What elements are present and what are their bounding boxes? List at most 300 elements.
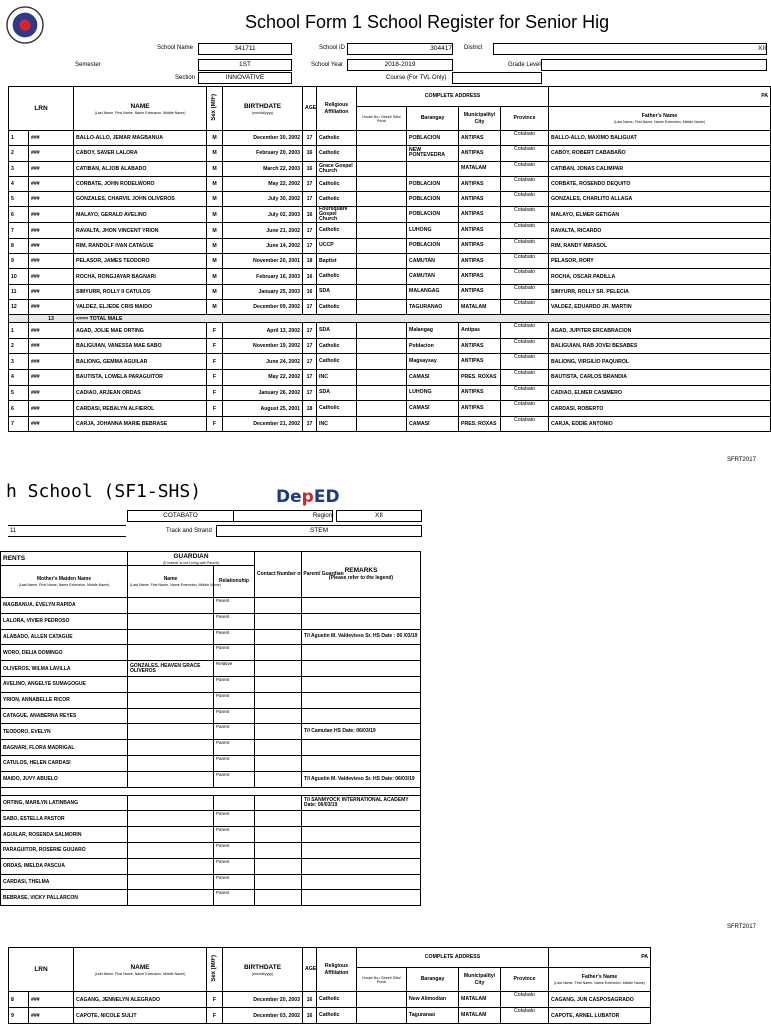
table-row xyxy=(9,1008,651,1024)
municipality-cell: MATALAM xyxy=(459,992,501,1008)
relationship-cell: Parent xyxy=(214,890,255,906)
lrn-cell: ### xyxy=(29,416,74,432)
birthdate-cell: August 25, 2001 xyxy=(223,401,303,417)
course-label: Course (For TVL Only) xyxy=(386,75,447,81)
house-cell xyxy=(357,416,407,432)
religion-cell: INC xyxy=(317,370,357,386)
guardian-name: GONZALES, HEAVEN GRACE OLIVEROS xyxy=(128,661,214,677)
table-row xyxy=(1,598,421,614)
remarks-cell xyxy=(302,811,421,827)
table-row xyxy=(9,161,771,176)
barangay-cell: POBLACION xyxy=(407,192,459,207)
school-year-value: 2018-2019 xyxy=(347,59,453,71)
barangay-cell: Magsaysay xyxy=(407,354,459,370)
mother-name: ALABADO, ALLEN CATAGUE xyxy=(1,629,128,645)
father-name: BALIONG, VIRGILIO PAQUIROL xyxy=(549,354,771,370)
school-name-value: 341711 xyxy=(198,43,292,55)
municipality-cell: PRES. ROXAS xyxy=(459,416,501,432)
relationship-cell: Parent xyxy=(214,842,255,858)
table-row xyxy=(9,299,771,314)
deped-seal-icon xyxy=(6,6,44,44)
remarks-cell: T/I Agustin M. Valdevieso Sr. HS Date : 06 /03/19 xyxy=(302,629,421,645)
father-name: BALLO-ALLO, MAXIMO BALIGUAT xyxy=(549,131,771,146)
province-cell: Cotabato xyxy=(501,192,549,207)
guardian-name xyxy=(128,755,214,771)
relationship-cell: Parent xyxy=(214,874,255,890)
learner-name: CAPOTE, NICOLE SULIT xyxy=(74,1008,207,1024)
guardian-name xyxy=(128,692,214,708)
province-cell: Cotabato xyxy=(501,254,549,269)
lrn-cell: ### xyxy=(29,269,74,284)
contact-cell xyxy=(255,740,302,756)
lrn-cell: ### xyxy=(29,299,74,314)
lrn-cell: ### xyxy=(29,370,74,386)
form-code-2: SFRT2017 xyxy=(727,924,756,930)
col-religion: Religious Affiliation xyxy=(317,87,357,131)
religion-cell: Catholic xyxy=(317,223,357,238)
house-cell xyxy=(357,354,407,370)
age-cell: 16 xyxy=(303,269,317,284)
mother-name: AGUILAR, ROSENDA SALMORIN xyxy=(1,827,128,843)
col-religion-p3: Religious Affiliation xyxy=(317,948,357,992)
age-cell: 17 xyxy=(303,338,317,354)
house-cell xyxy=(357,401,407,417)
remarks-cell xyxy=(302,613,421,629)
remarks-cell xyxy=(302,692,421,708)
table-row xyxy=(9,992,651,1008)
house-cell xyxy=(357,370,407,386)
age-cell: 16 xyxy=(303,207,317,223)
religion-cell: Grace Gospel Church xyxy=(317,161,357,176)
lrn-cell: ### xyxy=(29,146,74,161)
relationship-cell: Parent xyxy=(214,629,255,645)
province-cell: Cotabato xyxy=(501,1008,549,1024)
sex-cell: M xyxy=(207,238,223,253)
remarks-cell xyxy=(302,676,421,692)
col-municipality: Municipality/ City xyxy=(459,107,501,131)
learner-name: CABOY, SAVER LALORA xyxy=(74,146,207,161)
sex-cell: M xyxy=(207,161,223,176)
municipality-cell: ANTIPAS xyxy=(459,207,501,223)
father-name: CORBATE, ROSENDO DEQUITO xyxy=(549,176,771,191)
relationship-cell: Parent xyxy=(214,740,255,756)
table-row xyxy=(1,827,421,843)
lrn-cell: ### xyxy=(29,323,74,339)
learner-name: VALDEZ, ELJEDE CRIS MAIDO xyxy=(74,299,207,314)
table-row xyxy=(1,661,421,677)
barangay-cell: POBLACION xyxy=(407,176,459,191)
row-number: 11 xyxy=(9,284,29,299)
barangay-cell: CAMASI xyxy=(407,370,459,386)
sex-cell: M xyxy=(207,176,223,191)
municipality-cell: ANTIPAS xyxy=(459,254,501,269)
table-row xyxy=(9,238,771,253)
mother-name: CATULOS, HELEN CARDASI xyxy=(1,755,128,771)
father-name: PELASOR, RORY xyxy=(549,254,771,269)
birthdate-cell: June 21, 2002 xyxy=(223,223,303,238)
age-cell: 17 xyxy=(303,323,317,339)
birthdate-cell: December 09, 2002 xyxy=(223,299,303,314)
col-address: COMPLETE ADDRESS xyxy=(357,87,549,107)
religion-cell: Catholic xyxy=(317,354,357,370)
col-lrn-p3: LRN xyxy=(9,948,74,992)
table-row xyxy=(1,724,421,740)
lrn-cell: ### xyxy=(29,401,74,417)
age-cell: 17 xyxy=(303,131,317,146)
learner-name: CADIAO, ARJEAN ORDAS xyxy=(74,385,207,401)
row-number: 7 xyxy=(9,223,29,238)
mother-name: MAIDO, JUVY ABUELO xyxy=(1,771,128,787)
lrn-cell: ### xyxy=(29,1008,74,1024)
barangay-cell: NEW PONTEVEDRA xyxy=(407,146,459,161)
table-row xyxy=(9,192,771,207)
mother-name: CATAGUE, ANABERNA REYES xyxy=(1,708,128,724)
barangay-cell: Malangag xyxy=(407,323,459,339)
religion-cell: Catholic xyxy=(317,992,357,1008)
birthdate-cell: January 26, 2002 xyxy=(223,385,303,401)
house-cell xyxy=(357,338,407,354)
birthdate-cell: June 14, 2002 xyxy=(223,238,303,253)
birthdate-cell: February 16, 2003 xyxy=(223,269,303,284)
table-row xyxy=(1,692,421,708)
col-parents-p3: PA xyxy=(549,948,651,968)
row-number: 7 xyxy=(9,416,29,432)
lrn-cell: ### xyxy=(29,338,74,354)
contact-cell xyxy=(255,629,302,645)
learner-name: RAVALTA, JHON VINCENT YRION xyxy=(74,223,207,238)
male-total-spacer xyxy=(1,787,421,795)
sex-cell: F xyxy=(207,323,223,339)
remarks-cell: T/I Camutan HS Date: 06/03/19 xyxy=(302,724,421,740)
grade-box xyxy=(8,525,126,537)
sex-cell: F xyxy=(207,416,223,432)
municipality-cell: ANTIPAS xyxy=(459,385,501,401)
lrn-cell: ### xyxy=(29,192,74,207)
table-row xyxy=(9,354,771,370)
table-row xyxy=(1,842,421,858)
relationship-cell: Parent xyxy=(214,598,255,614)
learner-name: MALAYO, GERALD AVELINO xyxy=(74,207,207,223)
province-cell: Cotabato xyxy=(501,416,549,432)
mother-name: SABO, ESTELLA PASTOR xyxy=(1,811,128,827)
religion-cell: Catholic xyxy=(317,299,357,314)
col-house: House No./ Street/ Sitio/ Purok xyxy=(357,107,407,131)
age-cell: 17 xyxy=(303,354,317,370)
father-name: SIMYURR, ROLLY SR. PELECIA xyxy=(549,284,771,299)
guardian-name xyxy=(128,645,214,661)
row-number: 2 xyxy=(9,338,29,354)
house-cell xyxy=(357,146,407,161)
religion-cell: Catholic xyxy=(317,401,357,417)
age-cell: 16 xyxy=(303,284,317,299)
province-cell: Cotabato xyxy=(501,385,549,401)
religion-cell: Catholic xyxy=(317,192,357,207)
sex-cell: M xyxy=(207,284,223,299)
province-cell: Cotabato xyxy=(501,354,549,370)
remarks-cell xyxy=(302,645,421,661)
sex-cell: F xyxy=(207,401,223,417)
guardian-name xyxy=(128,795,214,811)
mother-name: MAGBANUA, EVELYN RAPIDA xyxy=(1,598,128,614)
table-row xyxy=(9,223,771,238)
row-number: 5 xyxy=(9,192,29,207)
col-barangay: Barangay xyxy=(407,107,459,131)
section-value: INNOVATIVE xyxy=(198,72,292,84)
col-province-p3: Province xyxy=(501,968,549,992)
sex-cell: F xyxy=(207,1008,223,1024)
age-cell: 17 xyxy=(303,370,317,386)
learner-name: GONZALES, CHARVIL JOHN OLIVEROS xyxy=(74,192,207,207)
table-row xyxy=(1,645,421,661)
relationship-cell: Parent xyxy=(214,724,255,740)
guardian-name xyxy=(128,811,214,827)
course-value xyxy=(452,72,542,84)
barangay-cell: POBLACION xyxy=(407,207,459,223)
religion-cell: Catholic xyxy=(317,146,357,161)
barangay-cell: MALANGAG xyxy=(407,284,459,299)
religion-cell: SDA xyxy=(317,284,357,299)
lrn-cell: ### xyxy=(29,131,74,146)
house-cell xyxy=(357,1008,407,1024)
religion-cell: Catholic xyxy=(317,269,357,284)
guardian-name xyxy=(128,842,214,858)
age-cell: 17 xyxy=(303,238,317,253)
col-birthdate-p3: BIRTHDATE (mm/dd/yyyy) xyxy=(223,948,303,992)
contact-cell xyxy=(255,755,302,771)
province-cell: Cotabato xyxy=(501,299,549,314)
province-cell: Cotabato xyxy=(501,284,549,299)
municipality-cell: ANTIPAS xyxy=(459,131,501,146)
page-title-continued: h School (SF1-SHS) xyxy=(6,481,202,502)
municipality-cell: ANTIPAS xyxy=(459,338,501,354)
religion-cell: Catholic xyxy=(317,131,357,146)
sex-cell: M xyxy=(207,254,223,269)
col-age: AGE xyxy=(303,87,317,131)
father-name: BALIGUIAN, RAB JOVEI BESABES xyxy=(549,338,771,354)
birthdate-cell: December 21, 2002 xyxy=(223,416,303,432)
province-cell: Cotabato xyxy=(501,238,549,253)
grade-value: 11 xyxy=(10,528,17,534)
learner-name: AGAD, JOLIE MAE ORTING xyxy=(74,323,207,339)
birthdate-cell: November 20, 2001 xyxy=(223,254,303,269)
relationship-cell: Parent xyxy=(214,771,255,787)
table-row xyxy=(9,370,771,386)
barangay-cell: CAMUTAN xyxy=(407,269,459,284)
province-cell: Cotabato xyxy=(501,131,549,146)
sex-cell: F xyxy=(207,338,223,354)
municipality-cell: MATALAM xyxy=(459,1008,501,1024)
father-name: CARDASI, ROBERTO xyxy=(549,401,771,417)
col-father: Father's Name (Last Name, First Name, Name Extension, Middle Name) xyxy=(549,107,771,131)
age-cell: 16 xyxy=(303,992,317,1008)
table-row xyxy=(1,795,421,811)
guardian-name xyxy=(128,740,214,756)
sex-cell: M xyxy=(207,131,223,146)
table-row xyxy=(1,613,421,629)
row-number: 1 xyxy=(9,323,29,339)
religion-cell: Foursquare Gospel Church xyxy=(317,207,357,223)
barangay-cell: LUHONG xyxy=(407,385,459,401)
mother-name: YRION, ANNABELLE RICOR xyxy=(1,692,128,708)
age-cell: 17 xyxy=(303,176,317,191)
father-name: VALDEZ, EDUARDO JR. MARTIN xyxy=(549,299,771,314)
lrn-cell: ### xyxy=(29,385,74,401)
learner-name: CARDASI, REBALYN ALFIEROL xyxy=(74,401,207,417)
table-row xyxy=(9,416,771,432)
relationship-cell: Parent xyxy=(214,811,255,827)
table-row xyxy=(1,771,421,787)
province-cell: Cotabato xyxy=(501,146,549,161)
province-cell: Cotabato xyxy=(501,992,549,1008)
guardian-name xyxy=(128,858,214,874)
province-cell: Cotabato xyxy=(501,223,549,238)
remarks-cell xyxy=(302,827,421,843)
guardian-name xyxy=(128,613,214,629)
province-cell: Cotabato xyxy=(501,338,549,354)
contact-cell xyxy=(255,692,302,708)
row-number: 3 xyxy=(9,354,29,370)
age-cell: 17 xyxy=(303,192,317,207)
contact-cell xyxy=(255,598,302,614)
contact-cell xyxy=(255,858,302,874)
lrn-cell: ### xyxy=(29,254,74,269)
contact-cell xyxy=(255,661,302,677)
relationship-cell: Parent xyxy=(214,692,255,708)
row-number: 6 xyxy=(9,207,29,223)
age-cell: 18 xyxy=(303,254,317,269)
contact-cell xyxy=(255,890,302,906)
col-municipality-p3: Municipality/ City xyxy=(459,968,501,992)
relationship-cell: Parent xyxy=(214,708,255,724)
col-sex: Sex (M/F) xyxy=(207,87,223,131)
municipality-cell: Antipas xyxy=(459,323,501,339)
barangay-cell: CAMUTAN xyxy=(407,254,459,269)
barangay-cell: LUHONG xyxy=(407,223,459,238)
birthdate-cell: July 02, 2003 xyxy=(223,207,303,223)
birthdate-cell: March 22, 2003 xyxy=(223,161,303,176)
municipality-cell: PRES. ROXAS xyxy=(459,370,501,386)
father-name: CAPOTE, ARNEL LUBATOR xyxy=(549,1008,651,1024)
register-table-page1 xyxy=(8,86,771,432)
table-row xyxy=(9,131,771,146)
grade-level-label: Grade Level xyxy=(508,62,541,68)
col-sex-p3: Sex (M/F) xyxy=(207,948,223,992)
region-value: XII xyxy=(336,510,422,522)
house-cell xyxy=(357,131,407,146)
mother-name: ORTING, MARILYN LATINBANG xyxy=(1,795,128,811)
barangay-cell: CAMASI xyxy=(407,416,459,432)
birthdate-cell: February 20, 2003 xyxy=(223,146,303,161)
municipality-cell: MATALAM xyxy=(459,161,501,176)
contact-cell xyxy=(255,874,302,890)
table-row xyxy=(1,890,421,906)
religion-cell: Catholic xyxy=(317,176,357,191)
sex-cell: F xyxy=(207,354,223,370)
district-value: XII xyxy=(493,43,767,55)
table-row xyxy=(9,269,771,284)
relationship-cell: Parent xyxy=(214,827,255,843)
municipality-cell: MATALAM xyxy=(459,299,501,314)
house-cell xyxy=(357,192,407,207)
learner-name: CAGANG, JENNELYN ALEGRADO xyxy=(74,992,207,1008)
table-row xyxy=(9,207,771,223)
religion-cell: SDA xyxy=(317,323,357,339)
row-number: 4 xyxy=(9,370,29,386)
table-row xyxy=(9,385,771,401)
col-barangay-p3: Barangay xyxy=(407,968,459,992)
birthdate-cell: May 22, 2002 xyxy=(223,176,303,191)
row-number: 6 xyxy=(9,401,29,417)
sex-cell: M xyxy=(207,223,223,238)
contact-cell xyxy=(255,645,302,661)
guardian-name xyxy=(128,771,214,787)
remarks-cell: T/I SANMYOCK INTERNATIONAL ACADEMY Date: 06/03/19 xyxy=(302,795,421,811)
col-address-p3: COMPLETE ADDRESS xyxy=(357,948,549,968)
table-row xyxy=(1,676,421,692)
province-cell: Cotabato xyxy=(501,161,549,176)
age-cell: 16 xyxy=(303,146,317,161)
col-remarks: REMARKS (Please refer to the legend) xyxy=(302,552,421,598)
contact-cell xyxy=(255,811,302,827)
lrn-cell: ### xyxy=(29,284,74,299)
col-guardian: GUARDIAN (If learner is not Living with Parent) xyxy=(128,552,255,566)
sex-cell: M xyxy=(207,207,223,223)
religion-cell: SDA xyxy=(317,385,357,401)
learner-name: BAUTISTA, LOWELA PARAGUITOR xyxy=(74,370,207,386)
col-parents: PA xyxy=(549,87,771,107)
mother-name: PARAGUITOR, ROSERIE GUIJARO xyxy=(1,842,128,858)
barangay-cell: CAMASI xyxy=(407,401,459,417)
table-row xyxy=(1,629,421,645)
age-cell: 18 xyxy=(303,401,317,417)
learner-name: CATIBAN, ALJOB ALABADO xyxy=(74,161,207,176)
col-province: Province xyxy=(501,107,549,131)
remarks-cell xyxy=(302,858,421,874)
religion-cell: Catholic xyxy=(317,338,357,354)
table-row xyxy=(9,176,771,191)
contact-cell xyxy=(255,842,302,858)
house-cell xyxy=(357,284,407,299)
contact-cell xyxy=(255,676,302,692)
remarks-cell xyxy=(302,874,421,890)
col-mother: Mother's Maiden Name (Last Name, First Name, Name Extension, Middle Name) xyxy=(1,566,128,598)
province-cell: Cotabato xyxy=(501,269,549,284)
sex-cell: M xyxy=(207,146,223,161)
sex-cell: F xyxy=(207,385,223,401)
house-cell xyxy=(357,254,407,269)
sex-cell: F xyxy=(207,370,223,386)
father-name: ROCHA, OSCAR PADILLA xyxy=(549,269,771,284)
mother-name: TEODORO, EVELYN xyxy=(1,724,128,740)
col-contact: Contact Number of Parent/ Guardian xyxy=(255,552,302,598)
remarks-cell xyxy=(302,708,421,724)
barangay-cell xyxy=(407,161,459,176)
religion-cell: UCCP xyxy=(317,238,357,253)
father-name: MALAYO, ELMER GETIGAN xyxy=(549,207,771,223)
table-row xyxy=(9,146,771,161)
mother-name: BAGNARI, FLORA MADRIGAL xyxy=(1,740,128,756)
col-parents-cont: RENTS xyxy=(1,552,128,566)
municipality-cell: ANTIPAS xyxy=(459,192,501,207)
birthdate-cell: December 30, 2002 xyxy=(223,131,303,146)
house-cell xyxy=(357,161,407,176)
table-row xyxy=(1,874,421,890)
table-row xyxy=(9,401,771,417)
register-table-page2 xyxy=(0,551,421,906)
page-title: School Form 1 School Register for Senior Hig xyxy=(245,12,610,32)
mother-name: OLIVEROS, WILMA LAVILLA xyxy=(1,661,128,677)
lrn-cell: ### xyxy=(29,161,74,176)
